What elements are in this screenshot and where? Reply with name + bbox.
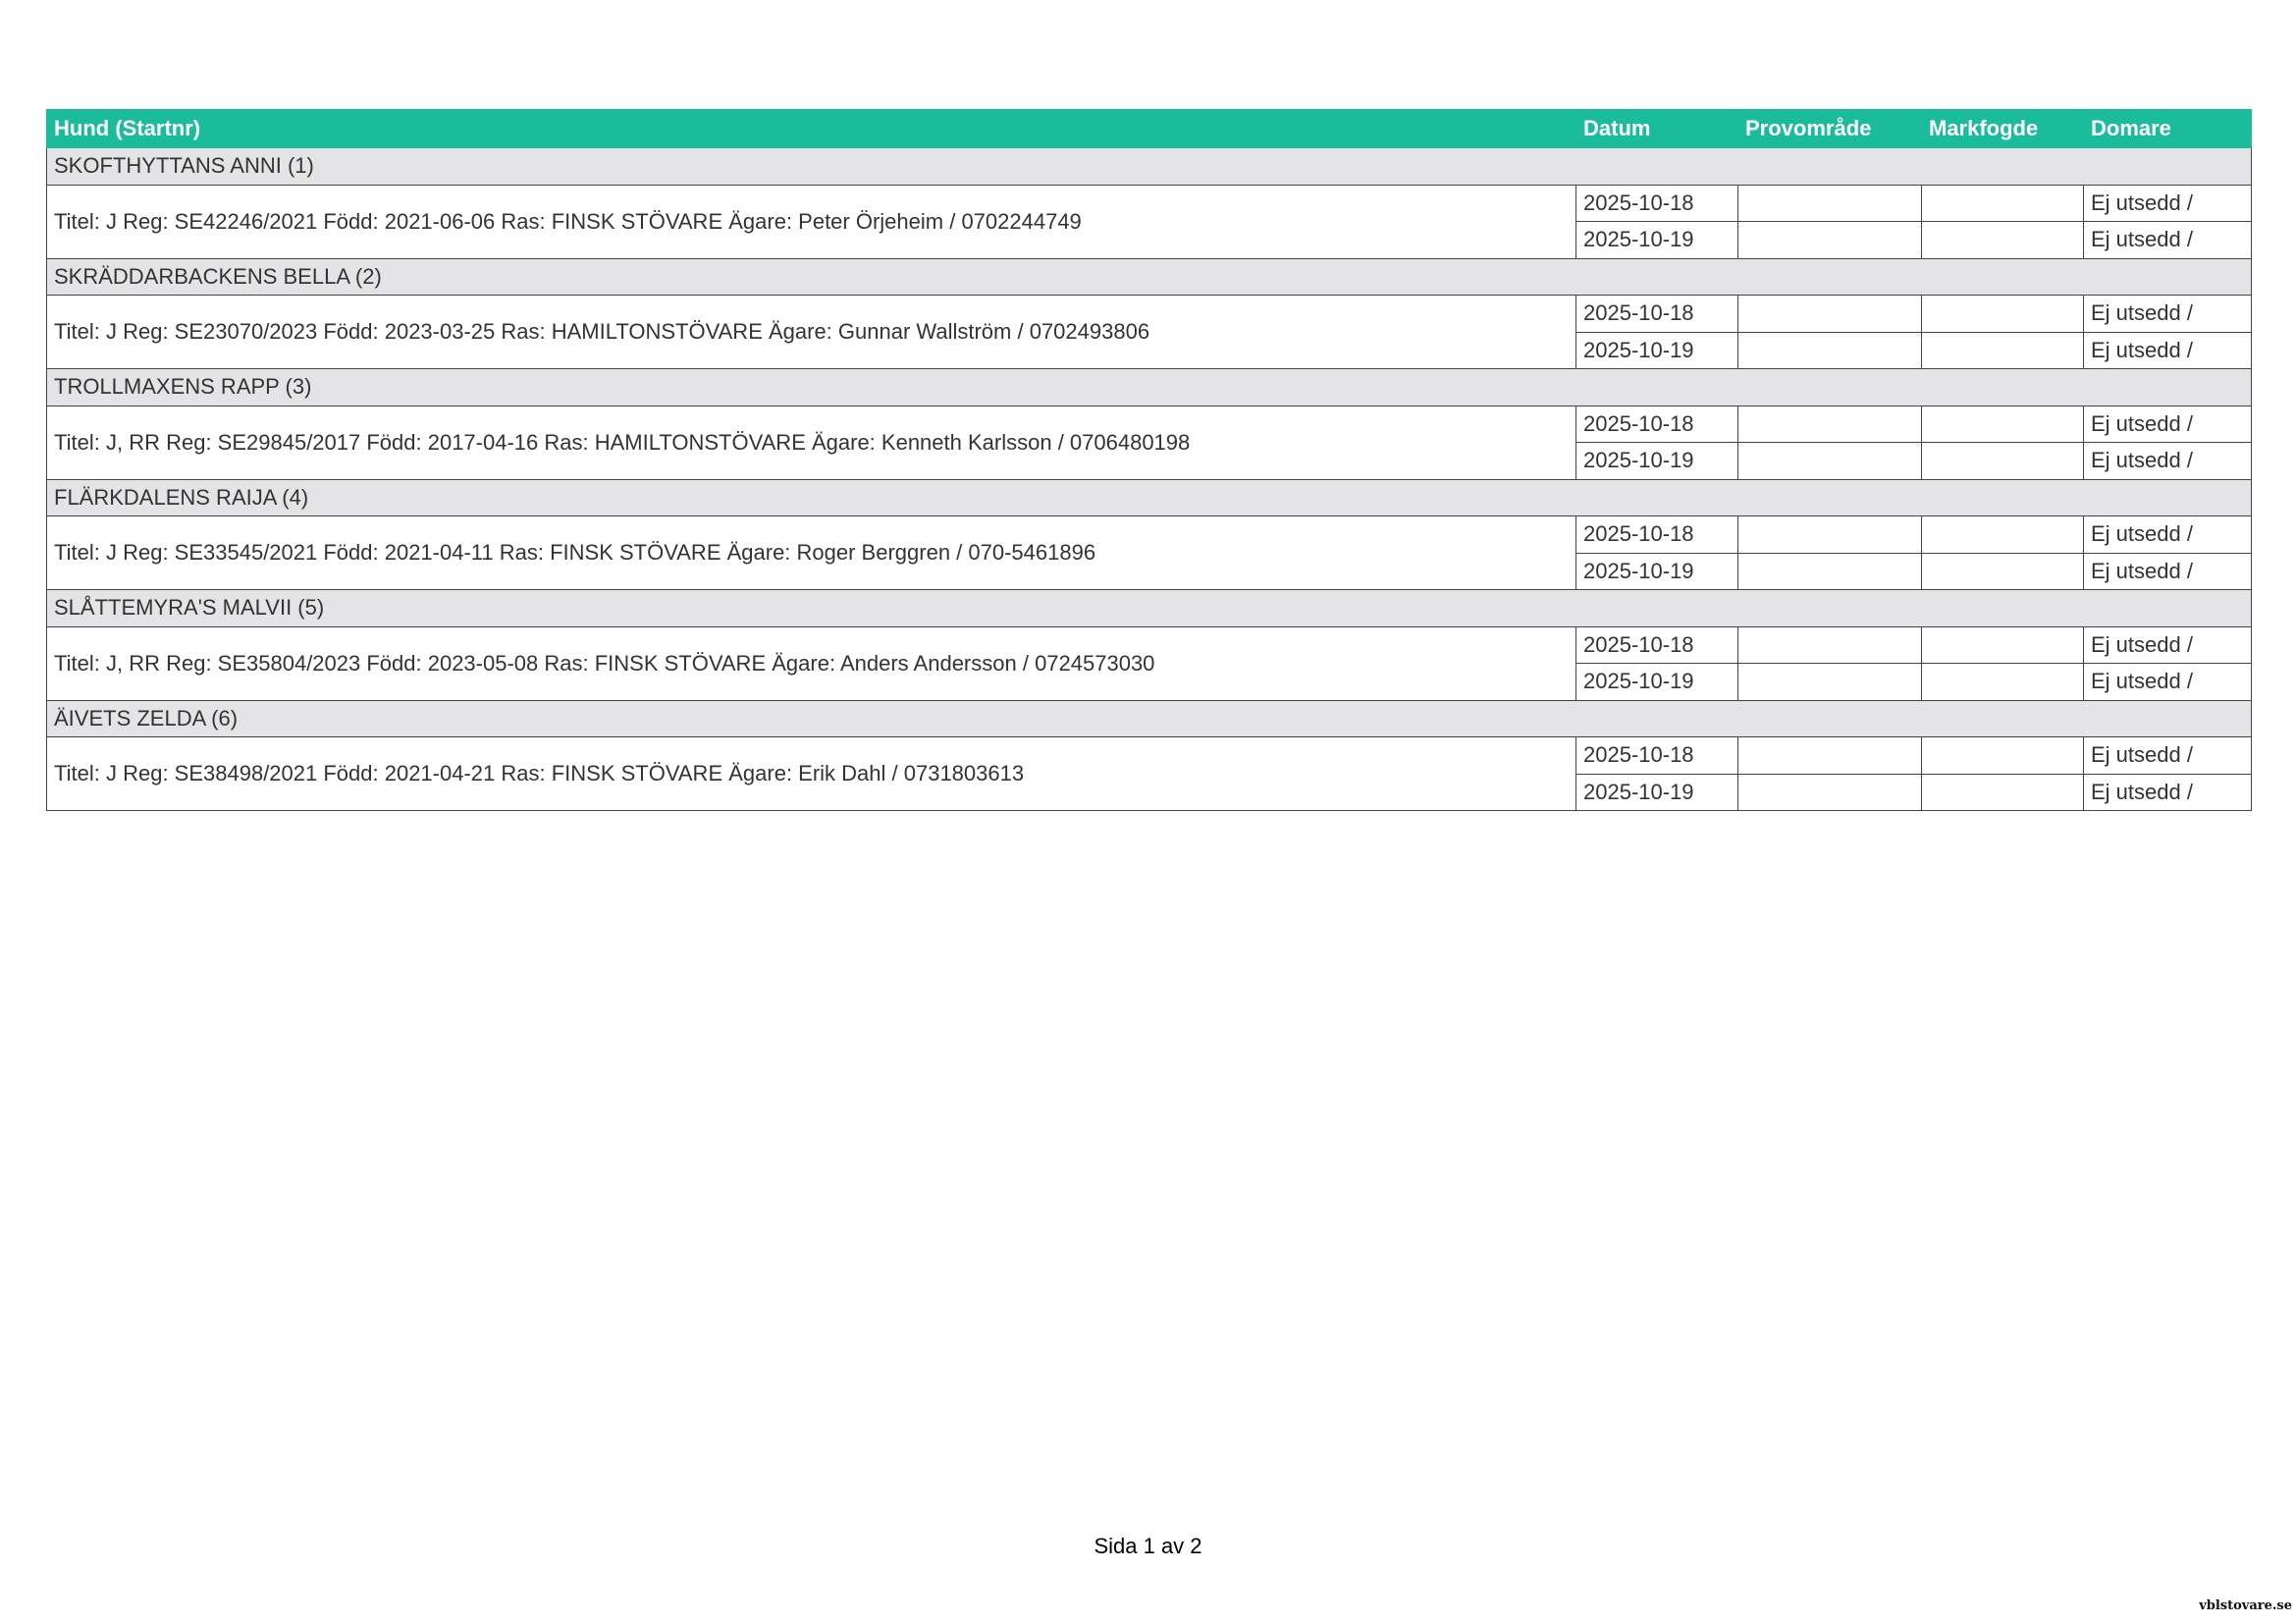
date-cell: 2025-10-18 — [1576, 296, 1738, 333]
marshal-cell — [1922, 296, 2084, 333]
dog-info: Titel: J Reg: SE23070/2023 Född: 2023-03-25 Ras: HAMILTONSTÖVARE Ägare: Gunnar Wallström / 0702493806 — [47, 296, 1576, 369]
dog-name: SKRÄDDARBACKENS BELLA (2) — [47, 258, 2252, 296]
area-cell — [1738, 664, 1922, 701]
judge-cell: Ej utsedd / — [2084, 406, 2252, 443]
dog-info: Titel: J Reg: SE33545/2021 Född: 2021-04-11 Ras: FINSK STÖVARE Ägare: Roger Berggren / 070-5461896 — [47, 516, 1576, 590]
date-cell: 2025-10-19 — [1576, 553, 1738, 590]
table-header-row — [47, 110, 2252, 148]
judge-cell: Ej utsedd / — [2084, 185, 2252, 222]
date-cell: 2025-10-18 — [1576, 185, 1738, 222]
judge-cell: Ej utsedd / — [2084, 664, 2252, 701]
dog-name-row — [47, 148, 2252, 186]
dog-name: SKOFTHYTTANS ANNI (1) — [47, 148, 2252, 186]
date-cell: 2025-10-18 — [1576, 516, 1738, 554]
dog-name: ÄIVETS ZELDA (6) — [47, 700, 2252, 737]
date-cell: 2025-10-19 — [1576, 222, 1738, 259]
dog-name: FLÄRKDALENS RAIJA (4) — [47, 479, 2252, 516]
dog-info: Titel: J Reg: SE38498/2021 Född: 2021-04-21 Ras: FINSK STÖVARE Ägare: Erik Dahl / 0731803613 — [47, 737, 1576, 811]
header-area: Provområde — [1738, 110, 1922, 148]
judge-cell: Ej utsedd / — [2084, 296, 2252, 333]
area-cell — [1738, 737, 1922, 775]
marshal-cell — [1922, 222, 2084, 259]
marshal-cell — [1922, 737, 2084, 775]
marshal-cell — [1922, 664, 2084, 701]
area-cell — [1738, 222, 1922, 259]
date-cell: 2025-10-18 — [1576, 737, 1738, 775]
judge-cell: Ej utsedd / — [2084, 332, 2252, 369]
date-cell: 2025-10-19 — [1576, 664, 1738, 701]
dog-name-row — [47, 369, 2252, 406]
judge-cell: Ej utsedd / — [2084, 222, 2252, 259]
judge-cell: Ej utsedd / — [2084, 516, 2252, 554]
marshal-cell — [1922, 332, 2084, 369]
marshal-cell — [1922, 516, 2084, 554]
marshal-cell — [1922, 406, 2084, 443]
judge-cell: Ej utsedd / — [2084, 443, 2252, 480]
date-cell: 2025-10-19 — [1576, 774, 1738, 811]
judge-cell: Ej utsedd / — [2084, 737, 2252, 775]
table-row — [47, 406, 2252, 443]
dog-name-row — [47, 700, 2252, 737]
area-cell — [1738, 332, 1922, 369]
table-row — [47, 737, 2252, 775]
date-cell: 2025-10-18 — [1576, 406, 1738, 443]
table-row — [47, 296, 2252, 333]
site-logo: vblstovare.se — [2199, 1598, 2292, 1613]
judge-cell: Ej utsedd / — [2084, 774, 2252, 811]
header-date: Datum — [1576, 110, 1738, 148]
table-row — [47, 626, 2252, 664]
area-cell — [1738, 553, 1922, 590]
results-body — [47, 148, 2252, 811]
header-dog: Hund (Startnr) — [47, 110, 1576, 148]
marshal-cell — [1922, 626, 2084, 664]
marshal-cell — [1922, 185, 2084, 222]
judge-cell: Ej utsedd / — [2084, 626, 2252, 664]
dog-info: Titel: J, RR Reg: SE35804/2023 Född: 2023-05-08 Ras: FINSK STÖVARE Ägare: Anders Andersson / 0724573030 — [47, 626, 1576, 700]
table-row — [47, 516, 2252, 554]
dog-name-row — [47, 258, 2252, 296]
marshal-cell — [1922, 553, 2084, 590]
date-cell: 2025-10-19 — [1576, 332, 1738, 369]
dog-info: Titel: J Reg: SE42246/2021 Född: 2021-06-06 Ras: FINSK STÖVARE Ägare: Peter Örjeheim / 0702244749 — [47, 185, 1576, 258]
marshal-cell — [1922, 774, 2084, 811]
area-cell — [1738, 516, 1922, 554]
dog-name-row — [47, 590, 2252, 627]
dog-name-row — [47, 479, 2252, 516]
header-judge: Domare — [2084, 110, 2252, 148]
header-marshal: Markfogde — [1922, 110, 2084, 148]
date-cell: 2025-10-18 — [1576, 626, 1738, 664]
dog-name: TROLLMAXENS RAPP (3) — [47, 369, 2252, 406]
area-cell — [1738, 185, 1922, 222]
date-cell: 2025-10-19 — [1576, 443, 1738, 480]
area-cell — [1738, 774, 1922, 811]
results-table — [46, 109, 2252, 811]
page-number: Sida 1 av 2 — [1094, 1534, 1202, 1558]
area-cell — [1738, 406, 1922, 443]
table-row — [47, 185, 2252, 222]
judge-cell: Ej utsedd / — [2084, 553, 2252, 590]
area-cell — [1738, 443, 1922, 480]
area-cell — [1738, 296, 1922, 333]
dog-name: SLÅTTEMYRA'S MALVII (5) — [47, 590, 2252, 627]
area-cell — [1738, 626, 1922, 664]
dog-info: Titel: J, RR Reg: SE29845/2017 Född: 2017-04-16 Ras: HAMILTONSTÖVARE Ägare: Kenneth Karlsson / 0706480198 — [47, 406, 1576, 479]
marshal-cell — [1922, 443, 2084, 480]
